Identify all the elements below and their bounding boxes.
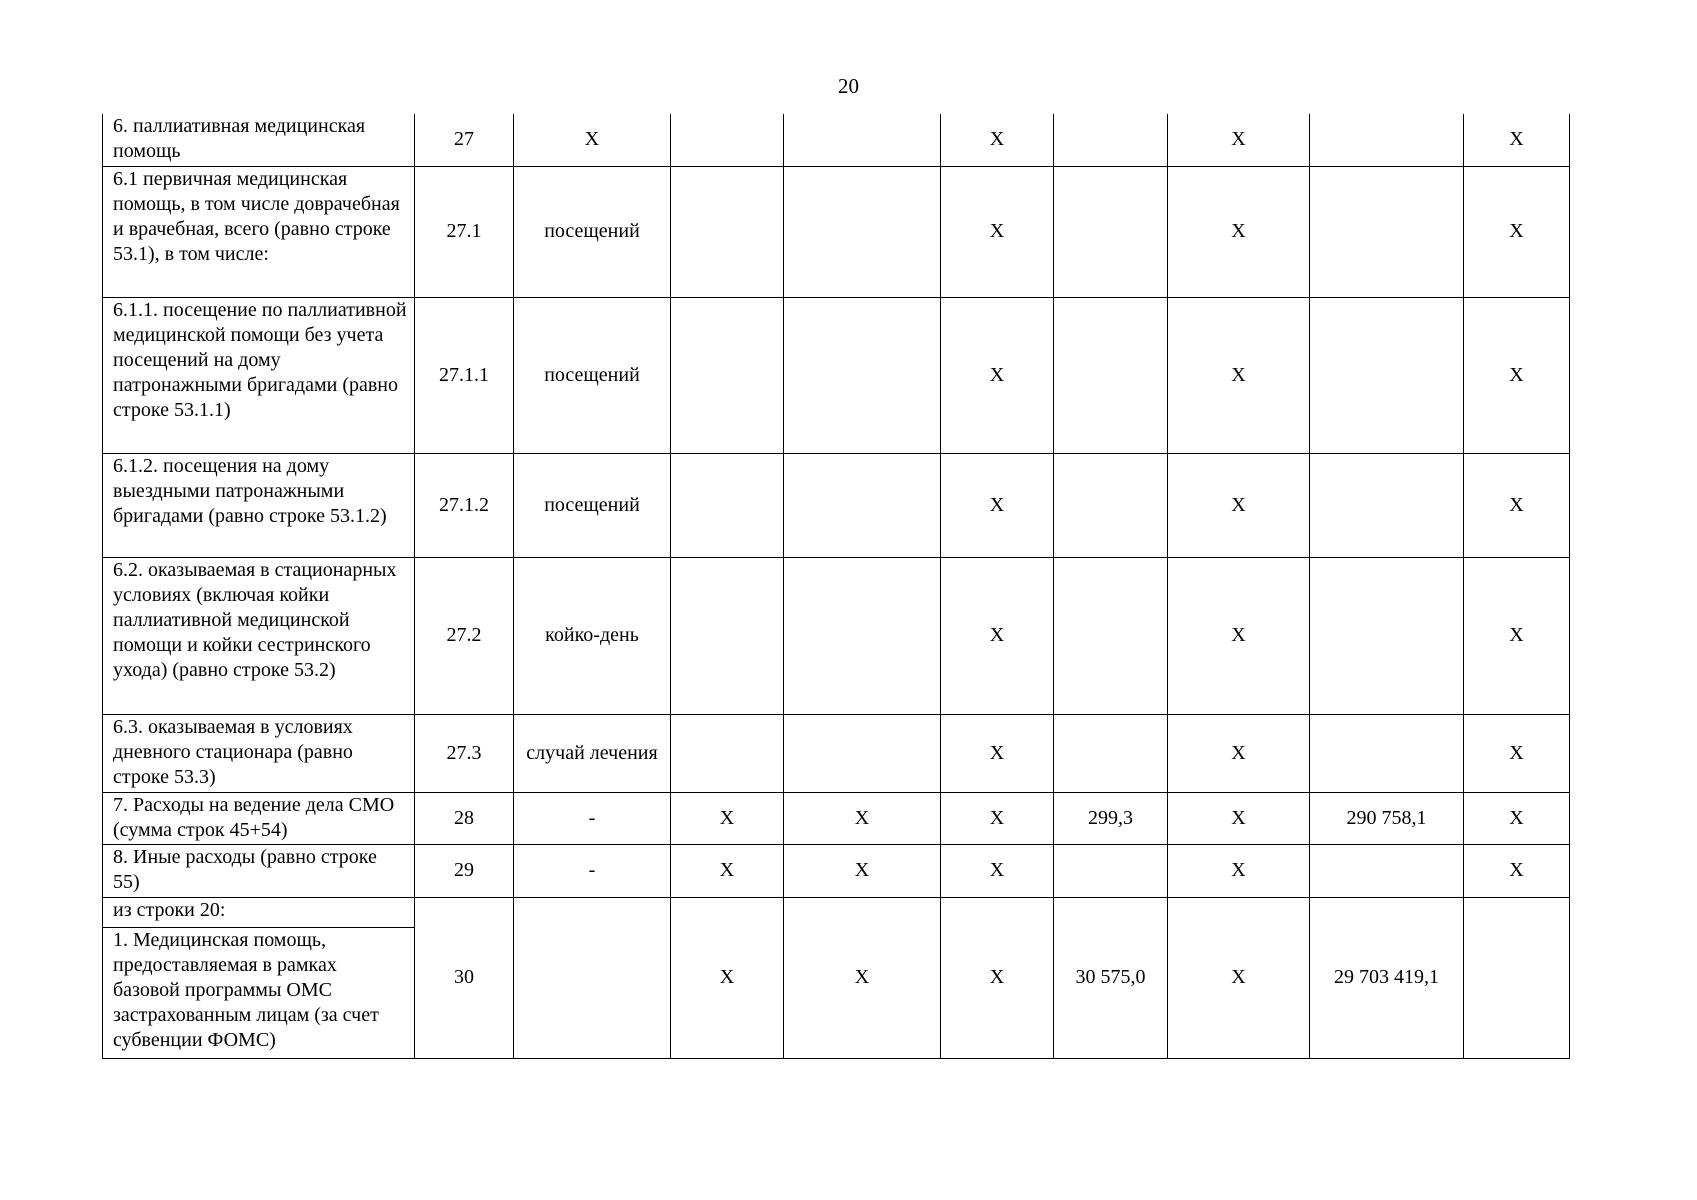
row-description: 1. Медицинская помощь, предоставляемая в рамках базовой программы ОМС застрахованным лицам (за счет субвенции ФОМС) bbox=[103, 927, 415, 1058]
cell-col4 bbox=[671, 714, 784, 792]
row-code: 30 bbox=[415, 897, 514, 1058]
row-unit: случай лечения bbox=[514, 714, 671, 792]
cell-col6: X bbox=[941, 897, 1054, 1058]
cell-col10: X bbox=[1464, 844, 1570, 897]
cell-col8: X bbox=[1168, 792, 1310, 844]
table-body bbox=[103, 114, 1570, 1058]
cell-col7 bbox=[1054, 166, 1168, 297]
row-unit: X bbox=[514, 114, 671, 166]
cell-col6: X bbox=[941, 297, 1054, 453]
row-description: 6.3. оказываемая в условиях дневного стационара (равно строке 53.3) bbox=[103, 714, 415, 792]
cell-col9 bbox=[1310, 166, 1464, 297]
cell-col8: X bbox=[1168, 114, 1310, 166]
cell-col4 bbox=[671, 453, 784, 557]
cell-col6: X bbox=[941, 453, 1054, 557]
row-code: 28 bbox=[415, 792, 514, 844]
row-unit: посещений bbox=[514, 297, 671, 453]
cell-col5 bbox=[784, 297, 941, 453]
table-row bbox=[103, 453, 1570, 557]
page-number: 20 bbox=[838, 74, 859, 98]
cell-col6: X bbox=[941, 166, 1054, 297]
cell-col9 bbox=[1310, 453, 1464, 557]
row-unit: посещений bbox=[514, 453, 671, 557]
cell-col5: X bbox=[784, 844, 941, 897]
cell-col7 bbox=[1054, 114, 1168, 166]
cell-col8: X bbox=[1168, 297, 1310, 453]
row-unit: - bbox=[514, 844, 671, 897]
cell-col7 bbox=[1054, 297, 1168, 453]
table-row bbox=[103, 714, 1570, 792]
cell-col5 bbox=[784, 557, 941, 714]
cell-col6: X bbox=[941, 792, 1054, 844]
cell-col7 bbox=[1054, 453, 1168, 557]
row-code: 27.1.1 bbox=[415, 297, 514, 453]
cell-col9 bbox=[1310, 557, 1464, 714]
row-description: 6. паллиативная медицинская помощь bbox=[103, 114, 415, 166]
row-unit: - bbox=[514, 792, 671, 844]
cell-col5: X bbox=[784, 792, 941, 844]
cell-col10 bbox=[1464, 897, 1570, 1058]
row-description: 6.1.1. посещение по паллиативной медицинской помощи без учета посещений на дому патронажными бригадами (равно строке 53.1.1) bbox=[103, 297, 415, 453]
cell-col5 bbox=[784, 453, 941, 557]
cell-col8: X bbox=[1168, 557, 1310, 714]
row-description: 6.1.2. посещения на дому выездными патронажными бригадами (равно строке 53.1.2) bbox=[103, 453, 415, 557]
cell-col4: X bbox=[671, 844, 784, 897]
table-row bbox=[103, 557, 1570, 714]
cell-col9 bbox=[1310, 114, 1464, 166]
cell-col6: X bbox=[941, 844, 1054, 897]
cell-col8: X bbox=[1168, 844, 1310, 897]
row-code: 27.1 bbox=[415, 166, 514, 297]
row-description: 6.1 первичная медицинская помощь, в том числе доврачебная и врачебная, всего (равно строке 53.1), в том числе: bbox=[103, 166, 415, 297]
cell-col7 bbox=[1054, 714, 1168, 792]
cell-col10: X bbox=[1464, 166, 1570, 297]
cell-col4 bbox=[671, 166, 784, 297]
data-table bbox=[102, 114, 1570, 1059]
cell-col10: X bbox=[1464, 714, 1570, 792]
row-description: 6.2. оказываемая в стационарных условиях (включая койки паллиативной медицинской помощи и койки сестринского ухода) (равно строке 53.2) bbox=[103, 557, 415, 714]
table-row bbox=[103, 166, 1570, 297]
cell-col8: X bbox=[1168, 897, 1310, 1058]
cell-col6: X bbox=[941, 114, 1054, 166]
row-code: 27.3 bbox=[415, 714, 514, 792]
cell-col9: 29 703 419,1 bbox=[1310, 897, 1464, 1058]
cell-col7 bbox=[1054, 844, 1168, 897]
cell-col9 bbox=[1310, 714, 1464, 792]
row-group-header: из строки 20: bbox=[103, 897, 415, 927]
cell-col10: X bbox=[1464, 792, 1570, 844]
table-row bbox=[103, 114, 1570, 166]
cell-col4 bbox=[671, 114, 784, 166]
row-unit: посещений bbox=[514, 166, 671, 297]
cell-col10: X bbox=[1464, 114, 1570, 166]
row-description: 7. Расходы на ведение дела СМО (сумма строк 45+54) bbox=[103, 792, 415, 844]
cell-col8: X bbox=[1168, 166, 1310, 297]
cell-col9 bbox=[1310, 844, 1464, 897]
table-row bbox=[103, 844, 1570, 897]
table-row bbox=[103, 792, 1570, 844]
cell-col8: X bbox=[1168, 714, 1310, 792]
cell-col5 bbox=[784, 166, 941, 297]
cell-col4 bbox=[671, 297, 784, 453]
cell-col9: 290 758,1 bbox=[1310, 792, 1464, 844]
cell-col5 bbox=[784, 714, 941, 792]
cell-col4: X bbox=[671, 897, 784, 1058]
row-code: 29 bbox=[415, 844, 514, 897]
cell-col7: 299,3 bbox=[1054, 792, 1168, 844]
row-unit bbox=[514, 897, 671, 1058]
cell-col7 bbox=[1054, 557, 1168, 714]
cell-col7: 30 575,0 bbox=[1054, 897, 1168, 1058]
cell-col5: X bbox=[784, 897, 941, 1058]
row-code: 27.2 bbox=[415, 557, 514, 714]
cell-col4: X bbox=[671, 792, 784, 844]
cell-col10: X bbox=[1464, 557, 1570, 714]
table-row bbox=[103, 897, 1570, 927]
table-row bbox=[103, 297, 1570, 453]
cell-col10: X bbox=[1464, 297, 1570, 453]
row-description: 8. Иные расходы (равно строке 55) bbox=[103, 844, 415, 897]
cell-col4 bbox=[671, 557, 784, 714]
cell-col10: X bbox=[1464, 453, 1570, 557]
row-unit: койко-день bbox=[514, 557, 671, 714]
cell-col9 bbox=[1310, 297, 1464, 453]
cell-col5 bbox=[784, 114, 941, 166]
cell-col8: X bbox=[1168, 453, 1310, 557]
cell-col6: X bbox=[941, 714, 1054, 792]
cell-col6: X bbox=[941, 557, 1054, 714]
row-code: 27.1.2 bbox=[415, 453, 514, 557]
row-code: 27 bbox=[415, 114, 514, 166]
